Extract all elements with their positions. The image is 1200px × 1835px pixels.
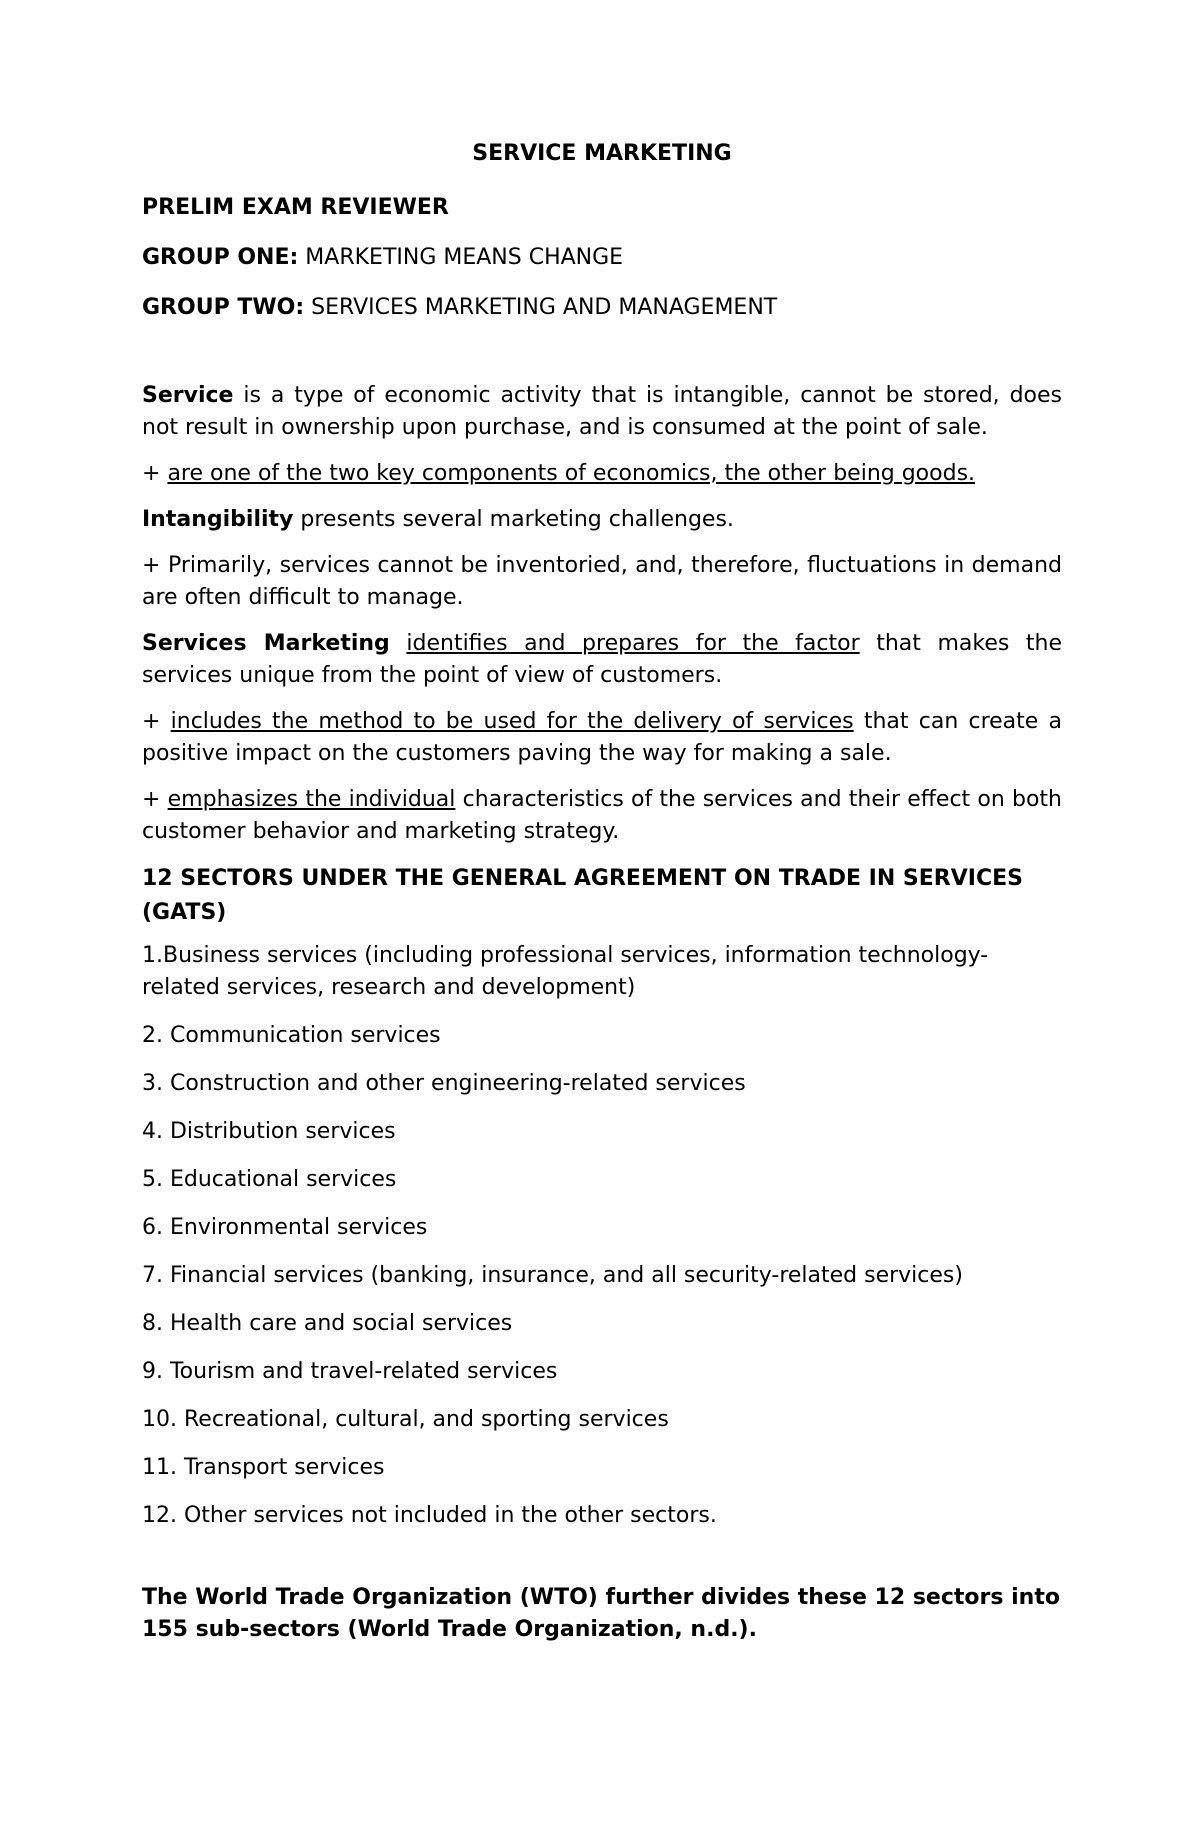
service-note-text: are one of the two key components of economics, the other being goods. — [167, 461, 976, 486]
services-marketing-note-2-underlined: emphasizes the individual — [167, 787, 456, 812]
document-subtitle: PRELIM EXAM REVIEWER — [142, 195, 449, 220]
document-content — [142, 138, 1062, 1646]
service-term: Service — [142, 383, 234, 408]
plus-icon: + — [142, 709, 161, 734]
wto-footer-note: The World Trade Organization (WTO) further divides these 12 sectors into 155 sub-sectors (World Trade Organization, n.d.). — [142, 1585, 1060, 1642]
group-one-line — [142, 242, 1062, 274]
sector-item: 3. Construction and other engineering-related services — [142, 1071, 746, 1096]
sector-item: 2. Communication services — [142, 1023, 441, 1048]
sector-item: 8. Health care and social services — [142, 1311, 513, 1336]
spacer — [142, 342, 1062, 380]
sector-item: 10. Recreational, cultural, and sporting services — [142, 1407, 669, 1432]
sector-item: 11. Transport services — [142, 1455, 385, 1480]
intangibility-definition-text: presents several marketing challenges. — [300, 507, 734, 532]
service-definition-text: is a type of economic activity that is intangible, cannot be stored, does not result in ownership upon purchase, and is consumed at the point of sale. — [142, 383, 1062, 440]
plus-icon: + — [142, 787, 161, 812]
services-marketing-underlined: identifies and prepares for the factor — [406, 631, 860, 656]
services-marketing-note-2 — [142, 784, 1062, 848]
services-marketing-rest: that makes the services unique from the point of view of customers. — [142, 631, 1062, 688]
services-marketing-definition — [142, 628, 1062, 692]
sector-item: 9. Tourism and travel-related services — [142, 1359, 558, 1384]
group-one-text: MARKETING MEANS CHANGE — [305, 245, 624, 270]
services-marketing-note-1 — [142, 706, 1062, 770]
service-note — [142, 458, 1062, 490]
services-marketing-note-2-rest: characteristics of the services and their effect on both customer behavior and marketing strategy. — [142, 787, 1062, 844]
group-one-label: GROUP ONE: — [142, 245, 299, 270]
sector-item: 4. Distribution services — [142, 1119, 396, 1144]
sector-item: 1.Business services (including professional services, information technology-related services, research and development) — [142, 943, 989, 1000]
sector-item: 5. Educational services — [142, 1167, 397, 1192]
gats-heading: 12 SECTORS UNDER THE GENERAL AGREEMENT ON TRADE IN SERVICES (GATS) — [142, 866, 1023, 925]
group-two-label: GROUP TWO: — [142, 295, 305, 320]
services-marketing-note-1-rest: that can create a positive impact on the customers paving the way for making a sale. — [142, 709, 1062, 766]
sector-item: 6. Environmental services — [142, 1215, 428, 1240]
plus-icon: + — [142, 553, 161, 578]
sector-item: 12. Other services not included in the other sectors. — [142, 1503, 717, 1528]
group-two-text: SERVICES MARKETING AND MANAGEMENT — [311, 295, 778, 320]
intangibility-note-text: Primarily, services cannot be inventoried, and, therefore, fluctuations in demand are often difficult to manage. — [142, 553, 1062, 610]
spacer — [142, 1548, 1062, 1582]
intangibility-definition — [142, 504, 1062, 536]
group-two-line — [142, 292, 1062, 324]
service-definition — [142, 380, 1062, 444]
plus-icon: + — [142, 461, 161, 486]
sector-item: 7. Financial services (banking, insurance, and all security-related services) — [142, 1263, 963, 1288]
services-marketing-term: Services Marketing — [142, 631, 390, 656]
intangibility-term: Intangibility — [142, 507, 294, 532]
intangibility-note — [142, 550, 1062, 614]
services-marketing-note-1-underlined: includes the method to be used for the delivery of services — [170, 709, 854, 734]
document-title: SERVICE MARKETING — [472, 141, 732, 166]
